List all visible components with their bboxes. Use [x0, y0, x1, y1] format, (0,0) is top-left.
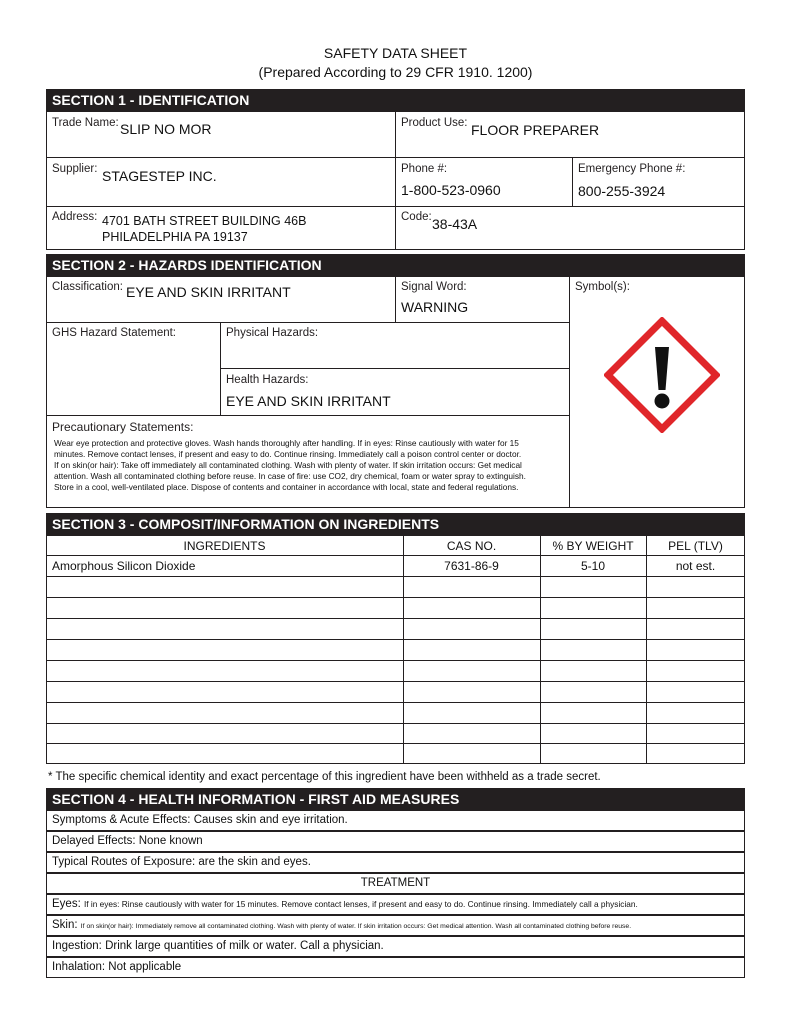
ingestion-row — [46, 936, 745, 957]
symptoms-value: Causes skin and eye irritation. — [193, 814, 348, 826]
col-weight: % BY WEIGHT — [552, 539, 634, 553]
precautionary-label: Precautionary Statements: — [52, 420, 194, 434]
section3-heading: SECTION 3 - COMPOSIT/INFORMATION ON INGREDIENTS — [46, 513, 745, 535]
precautionary-line-3: If on skin(or hair): Take off immediately all contaminated clothing. Wash with plenty of water. If skin irritation occurs: Get medical — [54, 460, 522, 470]
precautionary-line-5: Store in a cool, well-ventilated place. Dispose of contents and container in accordance with local, state and federal regulations. — [54, 482, 519, 492]
table-cell-weight: 5-10 — [580, 559, 606, 573]
phone-value: 1-800-523-0960 — [401, 182, 501, 198]
symptoms-label: Symptoms & Acute Effects: — [52, 814, 191, 826]
col-pel: PEL (TLV) — [668, 539, 723, 553]
address-label: Address: — [52, 211, 98, 223]
code-label: Code: — [401, 211, 432, 223]
health-hazards-label: Health Hazards: — [226, 374, 309, 386]
table-cell-cas: 7631-86-9 — [444, 559, 499, 573]
delayed-row — [46, 831, 745, 852]
code-value: 38-43A — [432, 216, 478, 232]
skin-row — [46, 915, 745, 936]
treatment-label: TREATMENT — [360, 877, 431, 889]
eyes-row — [46, 894, 745, 915]
classification-value: EYE AND SKIN IRRITANT — [126, 284, 291, 300]
address-line1: 4701 BATH STREET BUILDING 46B — [102, 214, 307, 228]
eyes-label: Eyes: — [52, 898, 81, 910]
precautionary-line-2: minutes. Remove contact lenses, if present and easy to do. Continue rinsing. Immediately call a poison control center or doctor. — [54, 449, 522, 459]
precautionary-line-4: attention. Wash all contaminated clothing before reuse. In case of fire: use CO2, dry chemical, foam or water spray to extinguish. — [54, 471, 526, 481]
routes-row — [46, 852, 745, 873]
ghs-statement-label: GHS Hazard Statement: — [52, 327, 176, 339]
eyes-value: If in eyes: Rinse cautiously with water for 15 minutes. Remove contact lenses, if present and easy to do. Continue rinsing. Immediately call a physician. — [83, 899, 638, 909]
health-hazards-value: EYE AND SKIN IRRITANT — [226, 393, 391, 409]
routes-label: Typical Routes of Exposure: — [52, 856, 196, 868]
precautionary-line-1: Wear eye protection and protective gloves. Wash hands thoroughly after handling. If in eyes: Rinse cautiously with water for 15 — [54, 438, 519, 448]
inhalation-value: Not applicable — [108, 961, 182, 973]
inhalation-label: Inhalation: — [52, 961, 106, 973]
routes-value: are the skin and eyes. — [198, 856, 311, 868]
section1-heading: SECTION 1 - IDENTIFICATION — [46, 89, 745, 111]
product-use-value: FLOOR PREPARER — [471, 122, 600, 138]
skin-value: If on skin(or hair): Immediately remove all contaminated clothing. Wash with plenty of water. If skin irritation occurs: Get medical attention. Wash all contaminated clothing before reuse. — [80, 923, 632, 930]
exclamation-mark-icon — [604, 317, 720, 433]
skin-label: Skin: — [52, 919, 78, 931]
trade-name-label: Trade Name: — [52, 117, 119, 129]
section4-heading: SECTION 4 - HEALTH INFORMATION - FIRST AID MEASURES — [46, 788, 745, 810]
supplier-label: Supplier: — [52, 163, 98, 175]
col-ingredients: INGREDIENTS — [183, 539, 266, 553]
inhalation-row — [46, 957, 745, 978]
document-subtitle: (Prepared According to 29 CFR 1910. 1200) — [258, 64, 533, 80]
classification-label: Classification: — [52, 281, 123, 293]
trade-name-value: SLIP NO MOR — [120, 121, 212, 137]
document-title: SAFETY DATA SHEET — [323, 45, 468, 61]
trade-secret-footnote: * The specific chemical identity and exact percentage of this ingredient have been withheld as a trade secret. — [48, 771, 601, 783]
emergency-phone-label: Emergency Phone #: — [578, 163, 686, 175]
section2-heading: SECTION 2 - HAZARDS IDENTIFICATION — [46, 254, 745, 276]
phone-label: Phone #: — [401, 163, 448, 175]
col-cas: CAS NO. — [446, 539, 497, 553]
supplier-value: STAGESTEP INC. — [102, 168, 217, 184]
delayed-label: Delayed Effects: — [52, 835, 136, 847]
ingestion-label: Ingestion: — [52, 940, 102, 952]
ingestion-value: Drink large quantities of milk or water. Call a physician. — [105, 940, 384, 952]
symbols-label: Symbol(s): — [575, 281, 630, 293]
product-use-label: Product Use: — [401, 117, 468, 129]
table-cell-pel: not est. — [675, 559, 716, 573]
treatment-row — [46, 873, 745, 894]
emergency-phone-value: 800-255-3924 — [578, 183, 666, 199]
physical-hazards-label: Physical Hazards: — [226, 327, 319, 339]
address-line2: PHILADELPHIA PA 19137 — [102, 230, 248, 244]
table-cell-ingredient: Amorphous Silicon Dioxide — [52, 559, 196, 573]
signal-word-value: WARNING — [401, 299, 469, 315]
delayed-value: None known — [138, 835, 203, 847]
symptoms-row — [46, 810, 745, 831]
signal-word-label: Signal Word: — [401, 281, 467, 293]
